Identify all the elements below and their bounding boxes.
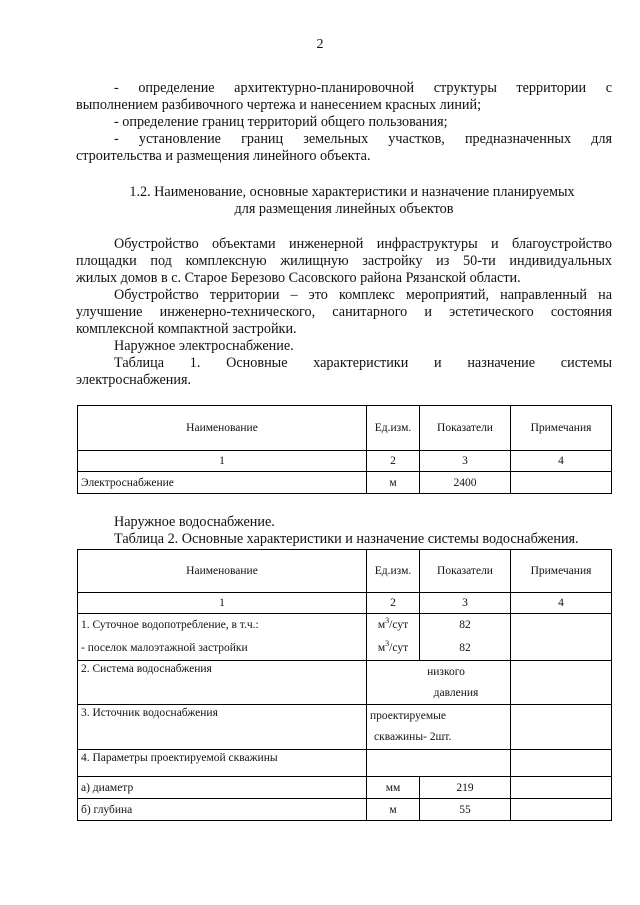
table2-row5-notes: [511, 777, 612, 799]
water-system-value-line-2: давления: [433, 686, 479, 699]
section-title-line-2: для размещения линейных объектов: [234, 201, 454, 217]
table1-number-row: [78, 451, 612, 472]
bullet-2: - определение границ территорий общего пользования;: [114, 114, 448, 130]
power-heading: Наружное электроснабжение.: [114, 338, 294, 354]
water-source-value-line-2: скважины- 2шт.: [374, 731, 452, 743]
table2-row5-unit: мм: [367, 777, 420, 799]
table2-row6-value: 55: [420, 799, 511, 821]
table2-row3-name: 3. Источник водоснабжения: [78, 705, 367, 750]
table-row: [78, 661, 612, 705]
table1-cell-unit: м: [367, 472, 420, 494]
water-system-value-line-1: низкого: [427, 665, 465, 678]
page-number: 2: [316, 37, 324, 52]
table2-row6-name: б) глубина: [78, 799, 367, 821]
section-title-line-1: 1.2. Наименование, основные характеристики и назначение планируемых: [129, 184, 575, 200]
table1-col-number: 1: [78, 451, 367, 472]
para2-line-2: улучшение инженерно-технического, санитарного и эстетического состояния: [76, 304, 612, 320]
water-heading: Наружное водоснабжение.: [114, 514, 275, 530]
para2-line-3: комплексной компактной застройки.: [76, 321, 297, 337]
table2-col-number: 1: [78, 593, 367, 614]
table2-row2-name: 2. Система водоснабжения: [78, 661, 367, 705]
unit-m3-day: $м^3$/сут: [377, 616, 409, 631]
bullet-3-line-2: строительства и размещения линейного объекта.: [76, 148, 371, 164]
table-row: [78, 750, 612, 777]
table2-row6-unit: м: [367, 799, 420, 821]
table-row: [78, 705, 612, 750]
table-row: [78, 777, 612, 799]
table2-row3-notes: [511, 705, 612, 750]
table1-col-number: 2: [367, 451, 420, 472]
table1-col-number: 4: [511, 451, 612, 472]
table1-header-row: [78, 406, 612, 451]
table2-header-value: Показатели: [420, 550, 511, 593]
table2-row1-name: [78, 614, 367, 661]
low-rise-settlement-label: - поселок малоэтажной застройки: [81, 642, 248, 654]
table2-number-row: [78, 593, 612, 614]
bullet-3-line-1: - установление границ земельных участков, предназначенных для: [114, 131, 612, 147]
para1-line-3: жилых домов в с. Старое Березово Сасовского района Рязанской области.: [76, 270, 521, 286]
table2-row5-name: а) диаметр: [78, 777, 367, 799]
table-row: [78, 472, 612, 494]
table2-header-unit: Ед.изм.: [367, 550, 420, 593]
table2-row1-notes: [511, 614, 612, 661]
table-row: [78, 614, 612, 661]
table2-row4-value: [367, 750, 511, 777]
table2-caption: Таблица 2. Основные характеристики и назначение системы водоснабжения.: [114, 531, 579, 547]
bullet-1-line-2: выполнением разбивочного чертежа и нанесением красных линий;: [76, 97, 482, 113]
bullet-1-line-1: - определение архитектурно-планировочной структуры территории с: [114, 80, 612, 96]
table2-col-number: 4: [511, 593, 612, 614]
table1-caption-line-1: Таблица 1. Основные характеристики и назначение системы: [114, 355, 612, 371]
table2-row1-value: [420, 614, 511, 661]
unit-m3-day: $м^3$/сут: [377, 639, 409, 654]
table2-row3-value: [367, 705, 511, 750]
water-source-value-line-1: проектируемые: [370, 710, 446, 722]
table2-row1-unit: [367, 614, 420, 661]
table1-cell-name: Электроснабжение: [78, 472, 367, 494]
daily-consumption-value: 82: [459, 619, 471, 631]
table1-header-unit: Ед.изм.: [367, 406, 420, 451]
table-2: [77, 549, 612, 821]
table2-row5-value: 219: [420, 777, 511, 799]
table-1: [77, 405, 612, 494]
table1-caption-line-2: электроснабжения.: [76, 372, 192, 388]
table2-row4-notes: [511, 750, 612, 777]
table2-header-row: [78, 550, 612, 593]
table1-header-name: Наименование: [78, 406, 367, 451]
table-row: [78, 799, 612, 821]
para1-line-1: Обустройство объектами инженерной инфраструктуры и благоустройство: [114, 236, 612, 252]
table2-col-number: 2: [367, 593, 420, 614]
table1-header-value: Показатели: [420, 406, 511, 451]
table1-header-notes: Примечания: [511, 406, 612, 451]
table1-cell-notes: [511, 472, 612, 494]
table2-row2-notes: [511, 661, 612, 705]
para1-line-2: площадки под комплексную жилищную застройку из 50-ти индивидуальных: [76, 253, 612, 269]
daily-consumption-label: 1. Суточное водопотребление, в т.ч.:: [81, 619, 259, 631]
table2-row2-value: [367, 661, 511, 705]
para2-line-1: Обустройство территории – это комплекс мероприятий, направленный на: [114, 287, 612, 303]
table2-header-name: Наименование: [78, 550, 367, 593]
table2-row6-notes: [511, 799, 612, 821]
table2-header-notes: Примечания: [511, 550, 612, 593]
table2-col-number: 3: [420, 593, 511, 614]
table1-col-number: 3: [420, 451, 511, 472]
table2-row4-name: 4. Параметры проектируемой скважины: [78, 750, 367, 777]
settlement-consumption-value: 82: [459, 642, 471, 654]
table1-cell-value: 2400: [420, 472, 511, 494]
